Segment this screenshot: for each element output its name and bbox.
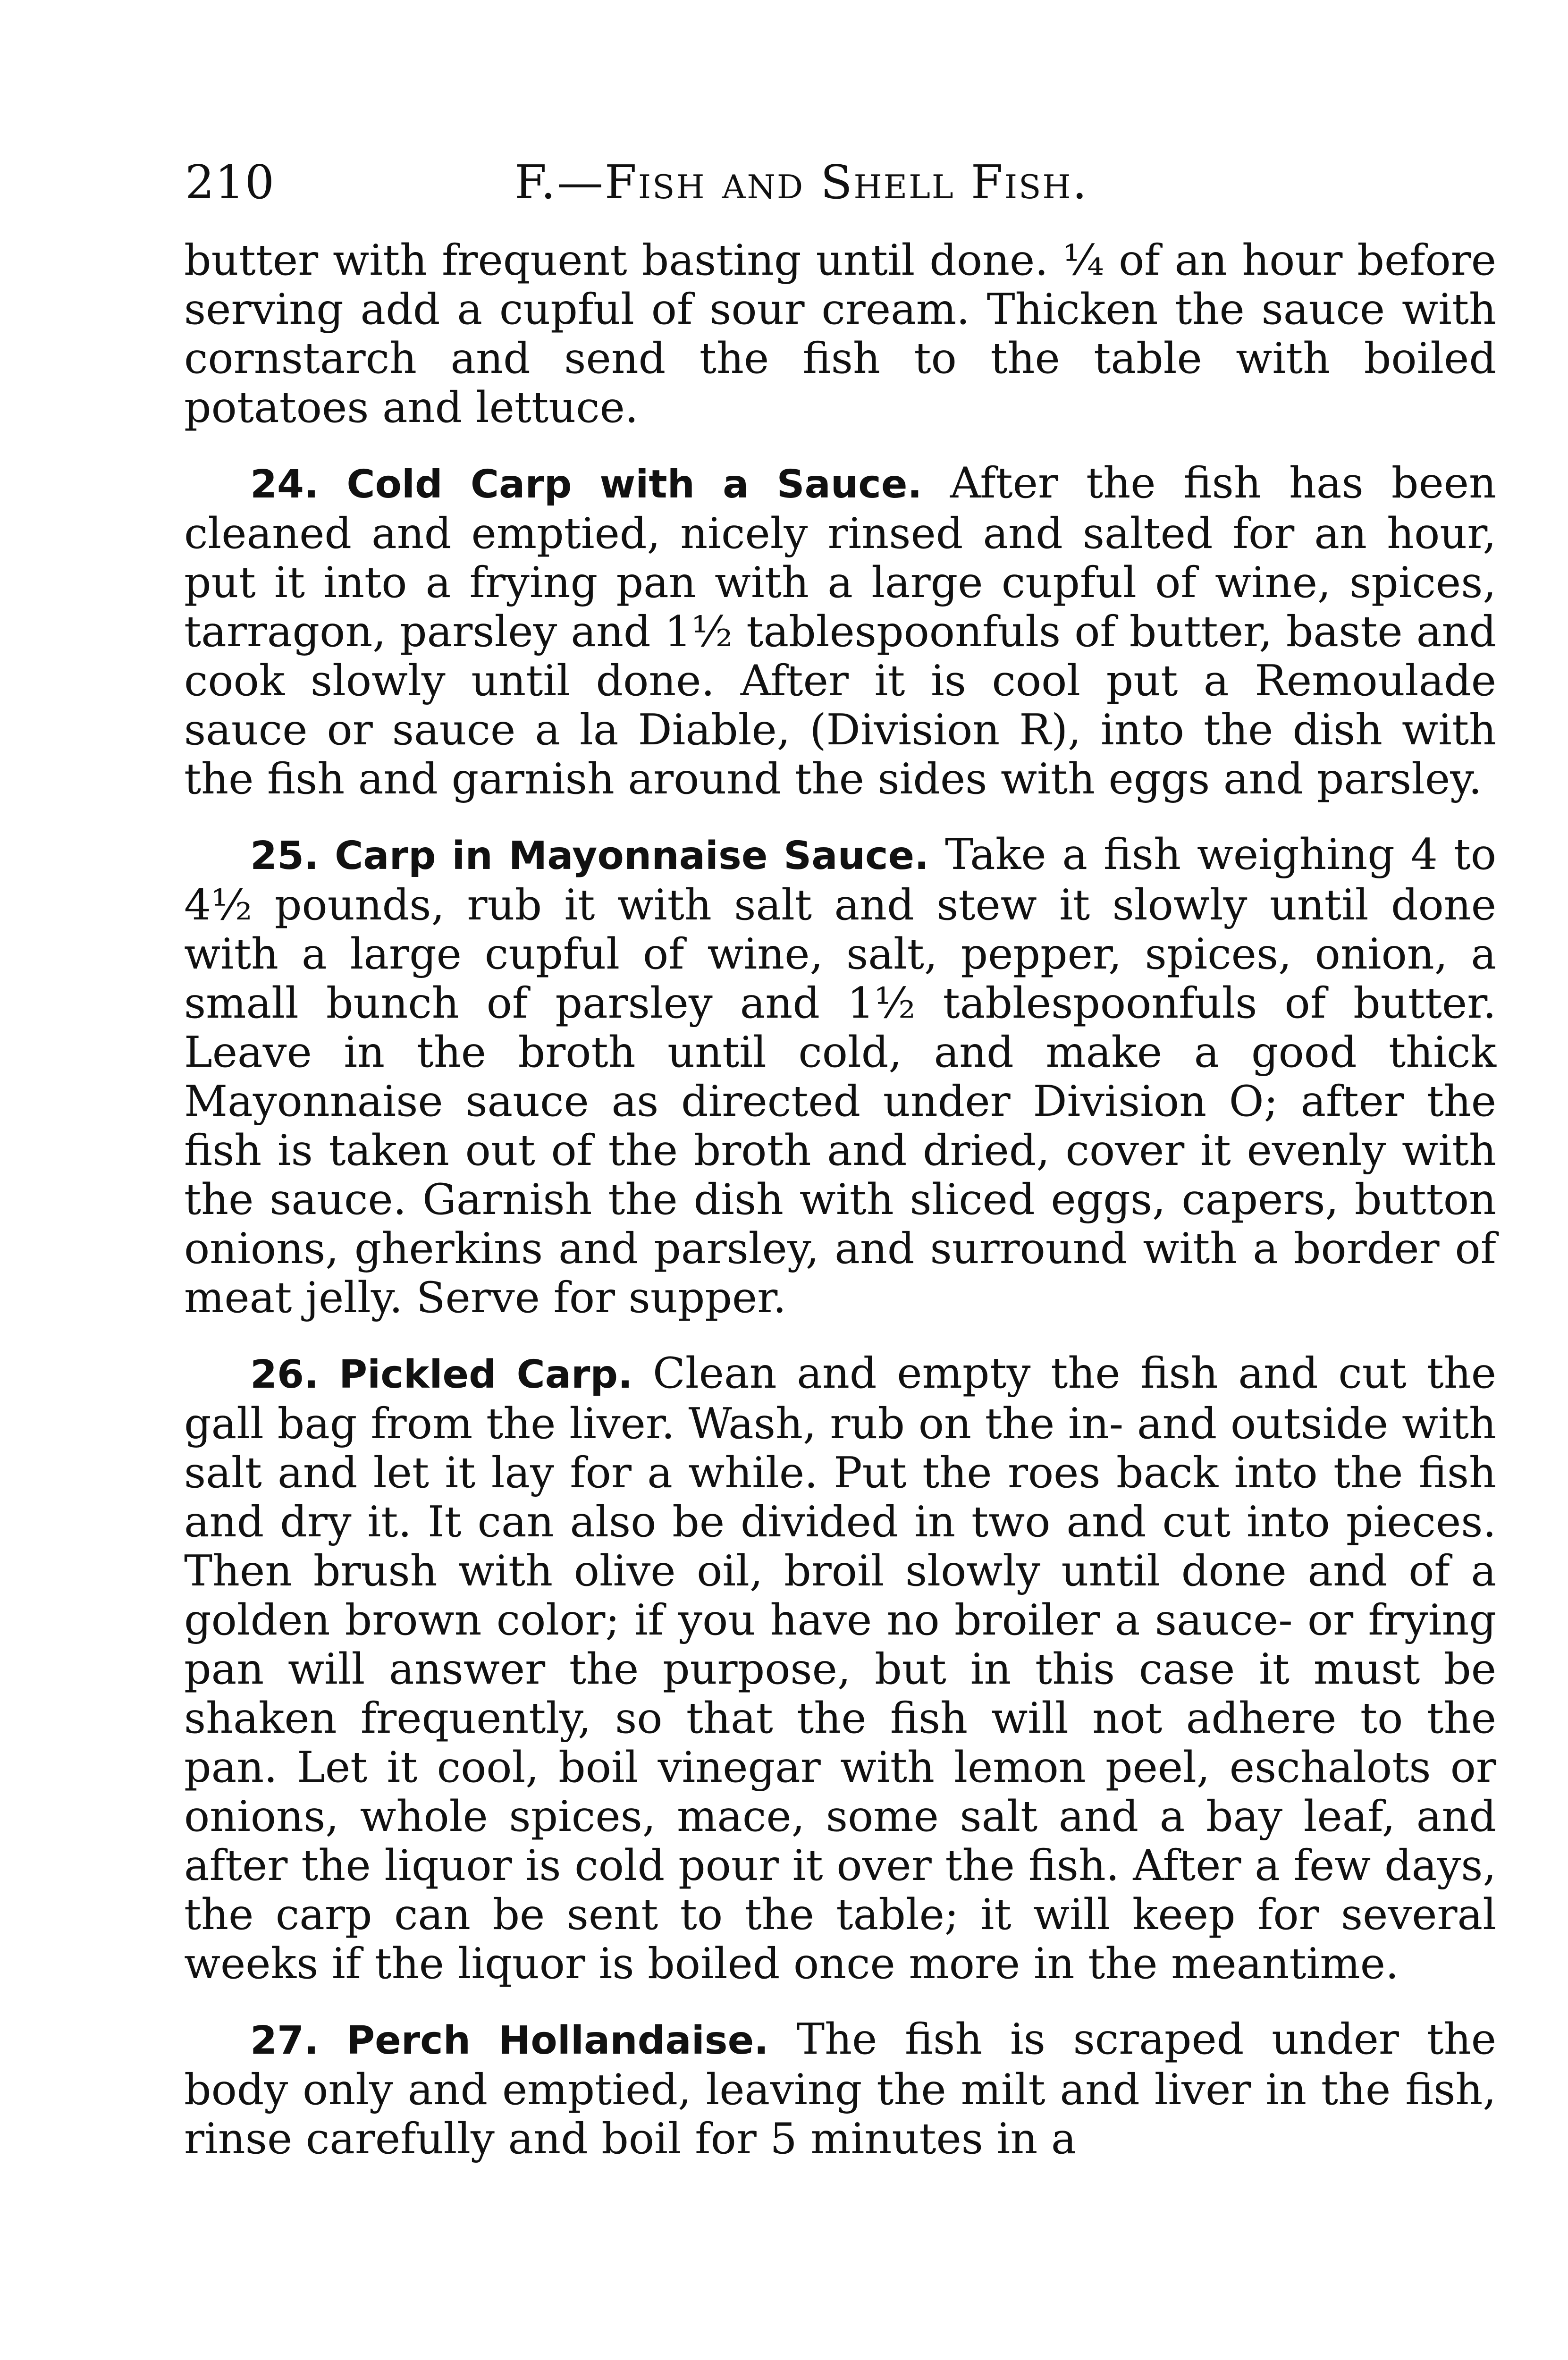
recipe-text: Clean and empty the fish and cut the gall bag from the liver. Wash, rub on the in- and outside with salt and let it lay for a while. Put the roes back into the fish and dry it. It can also be divided in two and cut into pieces. Then brush with olive oil, broil slowly until done and of a golden brown color; if you have no broiler a sauce- or frying pan will answer the purpose, but in this case it must be shaken frequently, so that the fish will not adhere to the pan. Let it cool, boil vinegar with lemon peel, eschalots or onions, whole spices, mace, some salt and a bay leaf, and after the liquor is cold pour it over the fish. After a few days, the carp can be sent to the table; it will keep for several weeks if the liquor is boiled once more in the meantime. <box>184 1349 1496 1989</box>
recipe-number: 24. <box>250 462 319 507</box>
recipe-title: Perch Hollandaise. <box>346 2018 769 2063</box>
section-title: F.—Fish and Shell Fish. <box>514 156 1088 210</box>
recipe-number: 25. <box>250 834 319 878</box>
recipe-text: After the fish has been cleaned and emptied, nicely rinsed and salted for an hour, put it into a frying pan with a large cupful of wine, spices, tarragon, parsley and 1½ tablespoonfuls of butter, baste and cook slowly until done. After it is cool put a Remoulade sauce or sauce a la Diable, (Division R), into the dish with the fish and garnish around the sides with eggs and parsley. <box>184 458 1497 804</box>
recipe-title: Pickled Carp. <box>339 1352 633 1397</box>
paragraph-text: butter with frequent basting until done. ¼ of an hour before serving add a cupful of sour cream. Thicken the sauce with cornstarch and send the fish to the table with boiled potatoes and lettuce. <box>184 236 1496 432</box>
recipe-number: 27. <box>250 2018 319 2063</box>
recipe-26 <box>184 1349 1496 1989</box>
recipe-25 <box>184 830 1496 1323</box>
page-number: 210 <box>185 156 275 210</box>
recipe-number: 26. <box>250 1352 319 1397</box>
page-body <box>184 236 1496 2164</box>
recipe-27 <box>184 2015 1496 2164</box>
recipe-title: Cold Carp with a Sauce. <box>346 462 922 507</box>
recipe-text: Take a fish weighing 4 to 4½ pounds, rub it with salt and stew it slowly until done with a large cupful of wine, salt, pepper, spices, onion, a small bunch of parsley and 1½ tablespoonfuls of butter. Leave in the broth until cold, and make a good thick Mayonnaise sauce as directed under Division O; after the fish is taken out of the broth and dried, cover it evenly with the sauce. Garnish the dish with sliced eggs, capers, button onions, gherkins and parsley, and surround with a border of meat jelly. Serve for supper. <box>184 830 1497 1323</box>
continued-paragraph <box>184 236 1496 432</box>
running-header <box>184 156 1496 236</box>
book-page <box>184 156 1496 2190</box>
recipe-title: Carp in Mayonnaise Sauce. <box>335 834 929 878</box>
recipe-24 <box>184 459 1496 804</box>
recipe-text: The fish is scraped under the body only and emptied, leaving the milt and liver in the fish, rinse carefully and boil for 5 minutes in a <box>184 2014 1497 2164</box>
